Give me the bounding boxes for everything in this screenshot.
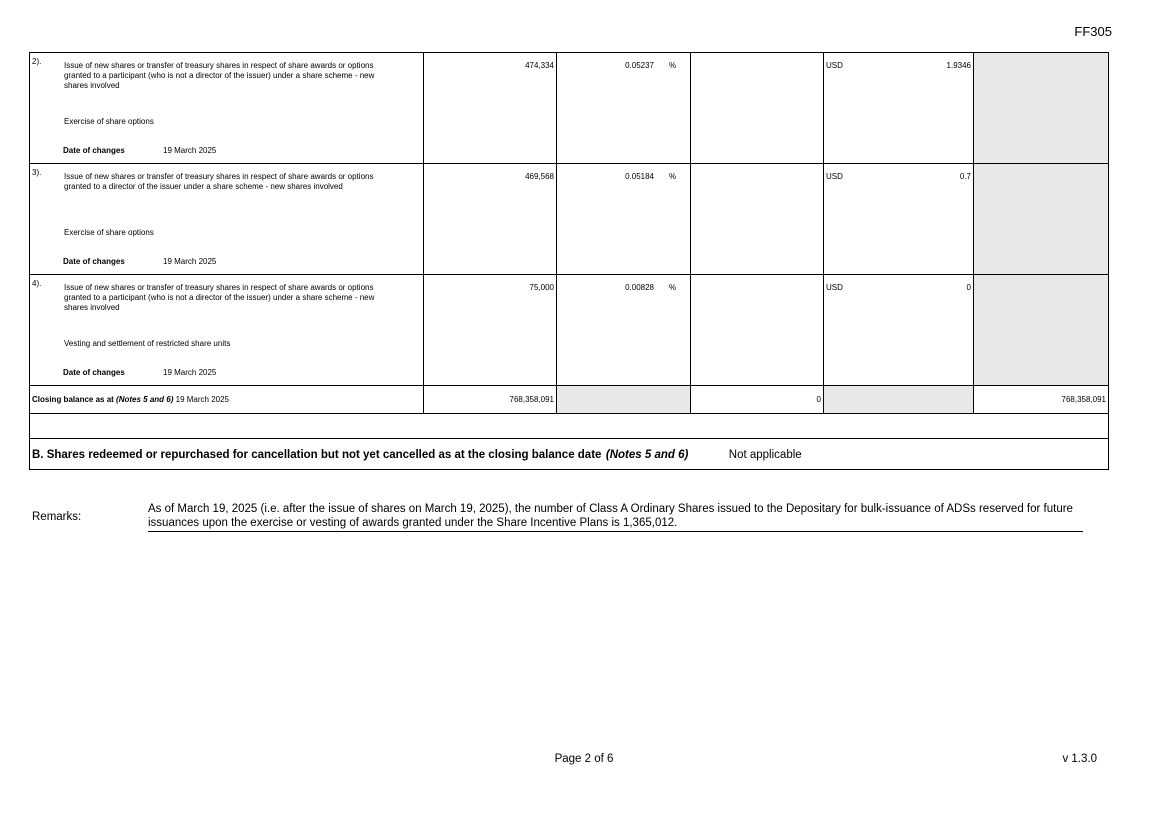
closing-label-text: Closing balance as at: [32, 395, 114, 404]
issue-price: 1.9346: [946, 61, 971, 70]
date-of-changes: 19 March 2025: [163, 257, 217, 266]
shares-issued: 469,568: [424, 164, 557, 275]
closing-notes: (Notes 5 and 6): [116, 395, 174, 404]
currency: USD: [826, 283, 843, 292]
percent-value: 0.05237: [625, 61, 654, 70]
movements-table: [29, 52, 1109, 470]
closing-total: 768,358,091: [974, 386, 1109, 414]
percent-sign: %: [669, 61, 677, 70]
shaded-cell: [824, 386, 974, 414]
item-description-cell: [30, 164, 424, 275]
closing-balance-label: [30, 386, 424, 414]
price-cell: [824, 53, 974, 164]
currency: USD: [826, 172, 843, 181]
item-number: 2).: [32, 57, 42, 66]
percent-sign: %: [669, 283, 677, 292]
issue-price: 0.7: [959, 172, 971, 181]
closing-treasury: 0: [691, 386, 824, 414]
closing-shares: 768,358,091: [424, 386, 557, 414]
item-event: Exercise of share options: [64, 117, 154, 126]
remarks-text: As of March 19, 2025 (i.e. after the issue of shares on March 19, 2025), the number of Class A Ordinary Shares issued to the Depositary for bulk-issuance of ADSs reserved for future issuances upon the exercise or vesting of awards granted under the Share Incentive Plans is 1,365,012.: [148, 502, 1083, 532]
date-of-changes: 19 March 2025: [163, 146, 217, 155]
item-number: 3).: [32, 168, 42, 177]
closing-date: 19 March 2025: [175, 395, 229, 404]
item-event: Exercise of share options: [64, 228, 154, 237]
section-b-status: Not applicable: [728, 449, 802, 461]
empty-cell: [691, 53, 824, 164]
section-b-row: [30, 439, 1109, 470]
date-of-changes-label: Date of changes: [63, 257, 125, 266]
blank-cell: [30, 414, 1109, 439]
item-event: Vesting and settlement of restricted share units: [64, 339, 231, 348]
item-description-cell: [30, 53, 424, 164]
percent-cell: [557, 275, 691, 386]
percent-cell: [557, 53, 691, 164]
item-number: 4).: [32, 279, 42, 288]
version-label: v 1.3.0: [1062, 753, 1097, 765]
shaded-cell: [974, 275, 1109, 386]
shares-issued: 75,000: [424, 275, 557, 386]
price-cell: [824, 164, 974, 275]
date-of-changes-label: Date of changes: [63, 146, 125, 155]
item-description: Issue of new shares or transfer of treasury shares in respect of share awards or options granted to a participant (who is not a director of the issuer) under a share scheme - new shares involved: [64, 283, 375, 312]
percent-value: 0.00828: [625, 283, 654, 292]
shaded-cell: [974, 53, 1109, 164]
empty-cell: [691, 275, 824, 386]
form-code: FF305: [1074, 24, 1112, 39]
percent-sign: %: [669, 172, 677, 181]
section-b-notes: (Notes 5 and 6): [605, 449, 689, 461]
date-of-changes-label: Date of changes: [63, 368, 125, 377]
empty-cell: [691, 164, 824, 275]
issue-price: 0: [966, 283, 971, 292]
shaded-cell: [557, 386, 691, 414]
table-row-item-4: [30, 275, 1109, 386]
shares-issued: 474,334: [424, 53, 557, 164]
section-b-title: B. Shares redeemed or repurchased for cancellation but not yet cancelled as at the closing balance date: [32, 449, 602, 461]
section-b-cell: [30, 439, 1109, 470]
item-description: Issue of new shares or transfer of treasury shares in respect of share awards or options granted to a director of the issuer under a share scheme - new shares involved: [64, 172, 374, 191]
date-of-changes: 19 March 2025: [163, 368, 217, 377]
page-number: Page 2 of 6: [554, 753, 614, 765]
closing-balance-row: [30, 386, 1109, 414]
shaded-cell: [974, 164, 1109, 275]
currency: USD: [826, 61, 843, 70]
item-description: Issue of new shares or transfer of treasury shares in respect of share awards or options granted to a participant (who is not a director of the issuer) under a share scheme - new shares involved: [64, 61, 375, 90]
table-row-item-3: [30, 164, 1109, 275]
percent-value: 0.05184: [625, 172, 654, 181]
percent-cell: [557, 164, 691, 275]
table-row-item-2: [30, 53, 1109, 164]
blank-row: [30, 414, 1109, 439]
remarks-label: Remarks:: [32, 511, 82, 523]
item-description-cell: [30, 275, 424, 386]
price-cell: [824, 275, 974, 386]
